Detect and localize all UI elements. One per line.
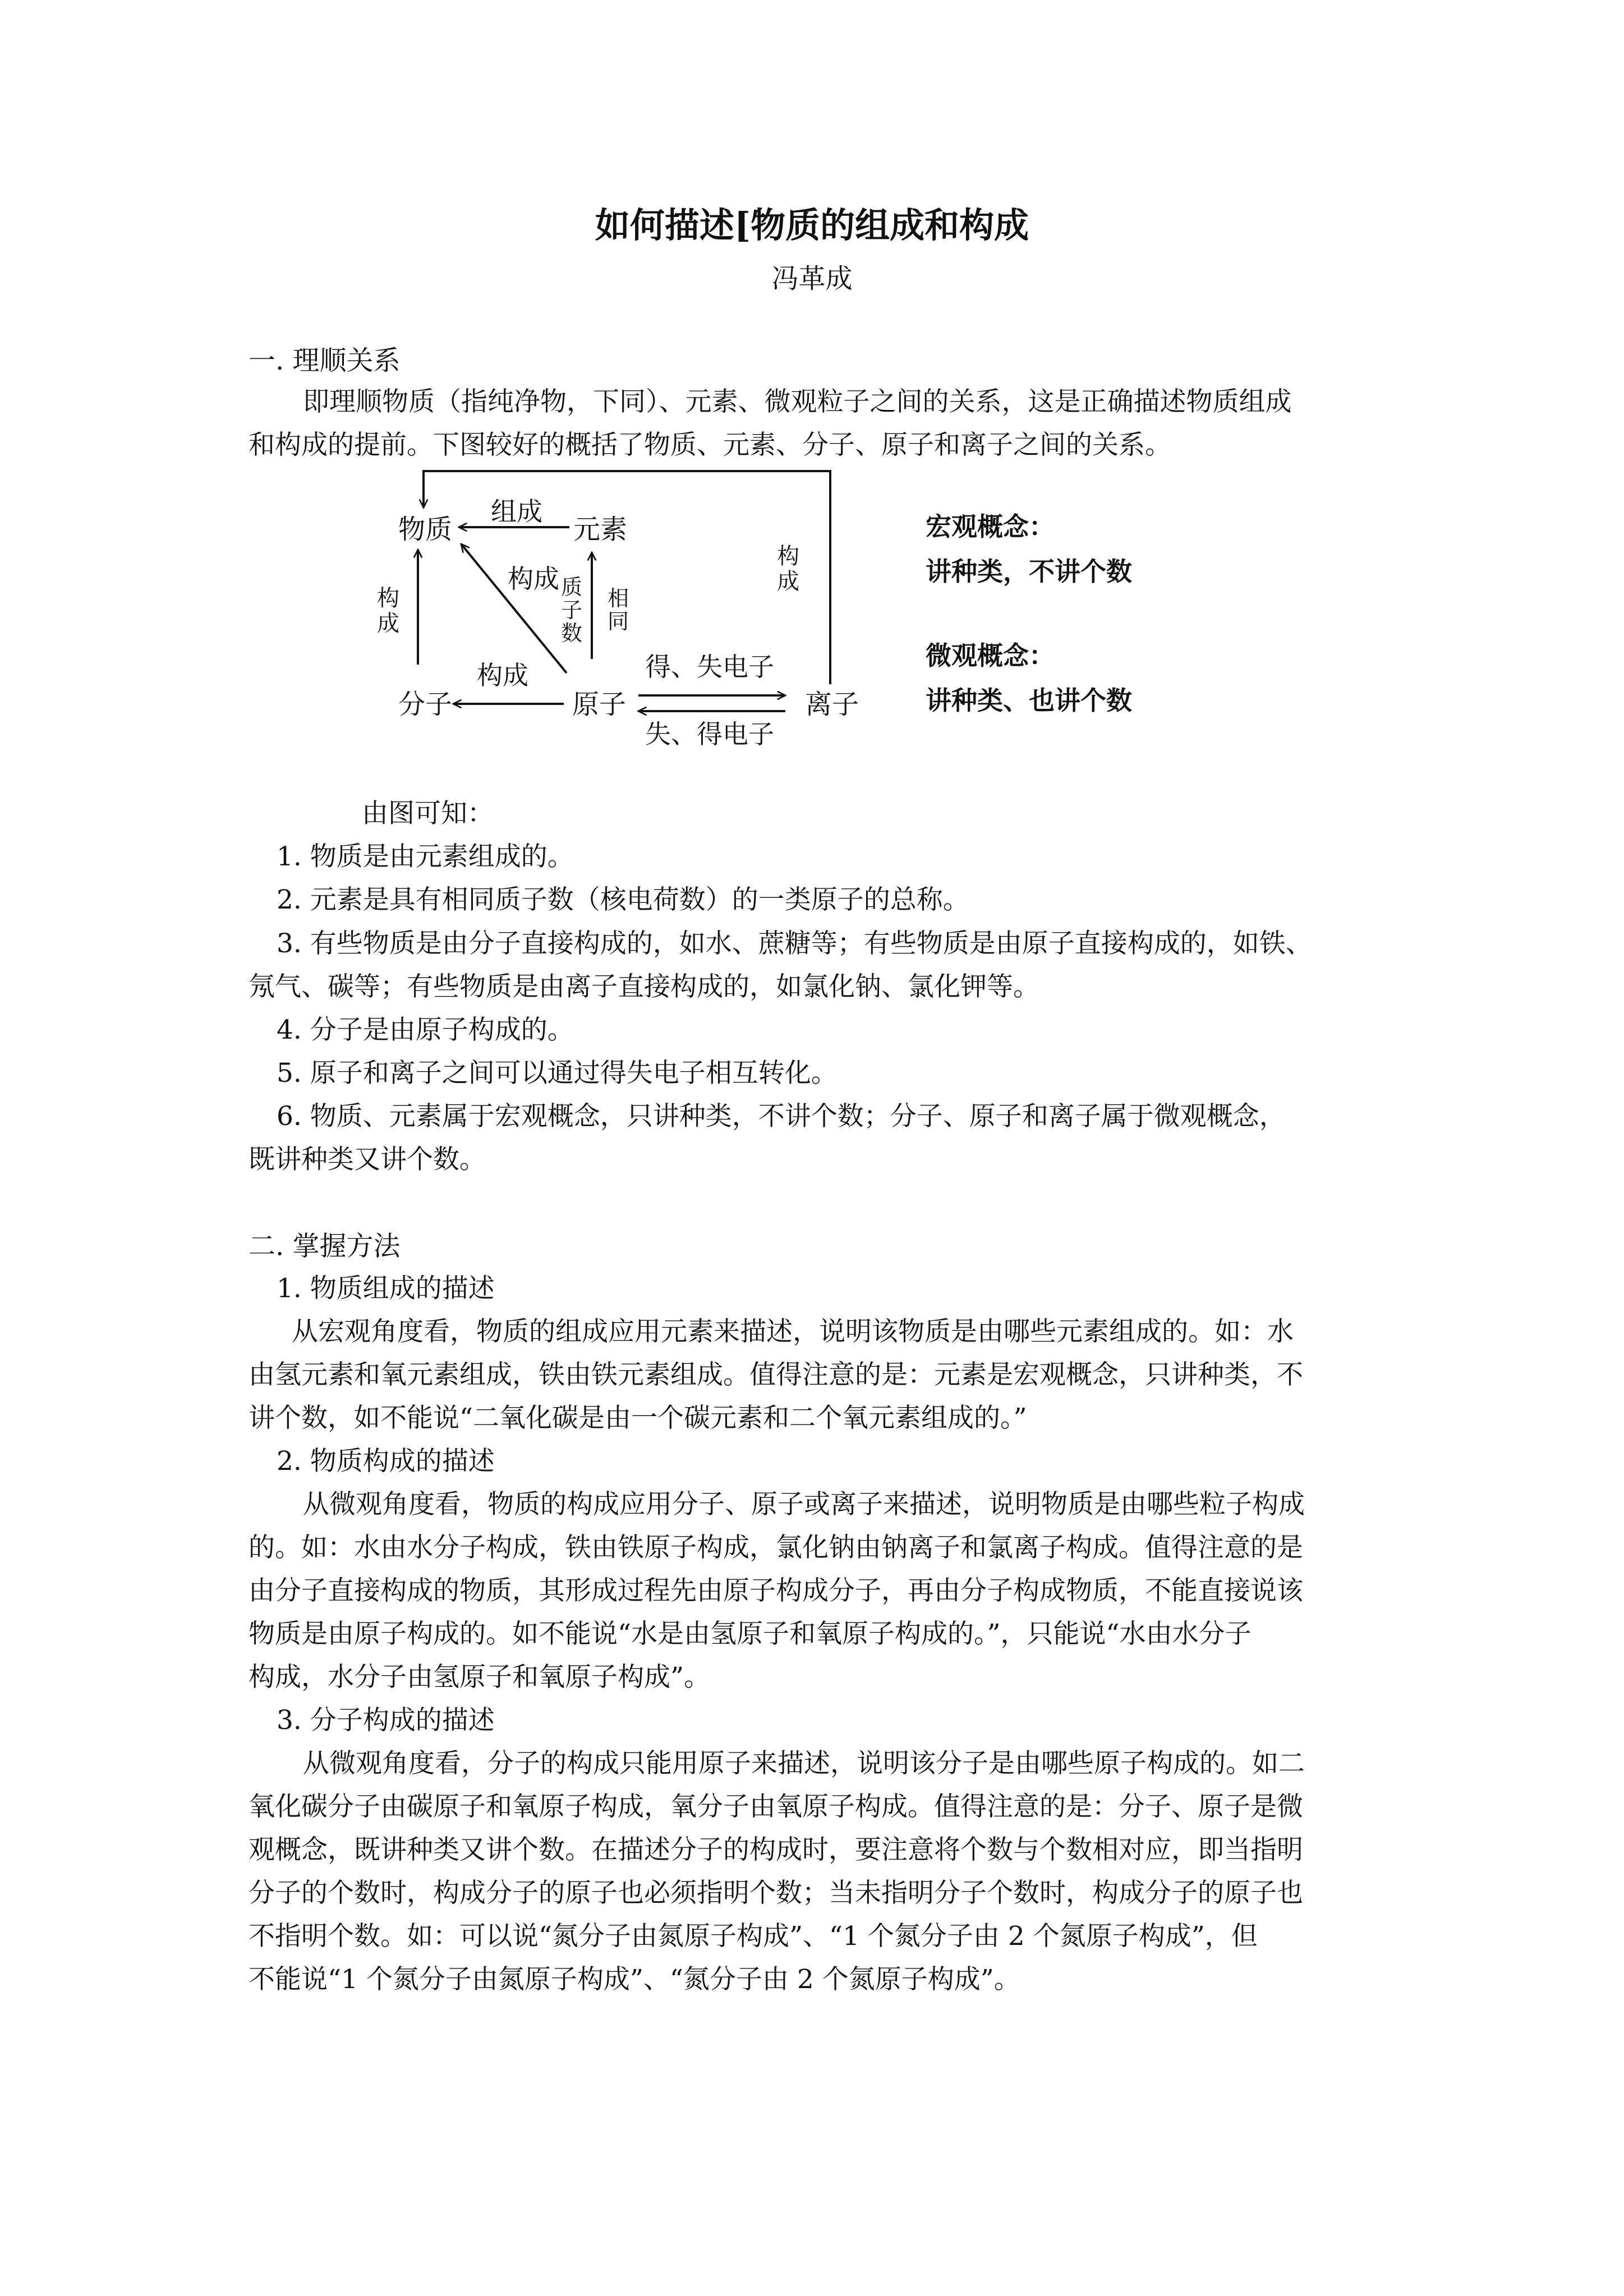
conclusion-5: 5. 原子和离子之间可以通过得失电子相互转化。 (277, 1058, 838, 1089)
conclusions-lead: 由图可知： (362, 798, 494, 829)
legend-micro-title: 微观概念： (926, 640, 1055, 671)
sub3-line-4: 分子的个数时，构成分子的原子也必须指明个数；当未指明分子个数时，构成分子的原子也 (249, 1878, 1303, 1908)
sub3-line-6: 不能说“1 个氮分子由氮原子构成”、“氮分子由 2 个氮原子构成”。 (249, 1964, 1020, 1995)
conclusion-1: 1. 物质是由元素组成的。 (277, 841, 574, 872)
sub2-line-5: 构成，水分子由氢原子和氧原子构成”。 (249, 1662, 711, 1693)
conclusion-6b: 既讲种类又讲个数。 (249, 1144, 486, 1175)
sub3-line-1: 从微观角度看，分子的构成只能用原子来描述，说明该分子是由哪些原子构成的。如二 (303, 1748, 1305, 1779)
subsection-3-heading: 3. 分子构成的描述 (277, 1705, 495, 1736)
sub1-line-3: 讲个数，如不能说“二氧化碳是由一个碳元素和二个氧元素组成的。” (249, 1403, 1027, 1433)
legend-micro-desc: 讲种类、也讲个数 (926, 685, 1132, 716)
edge-label-xiangtong-1: 相 (608, 586, 629, 611)
intro-line-1: 即理顺物质（指纯净物，下同）、元素、微观粒子之间的关系，这是正确描述物质组成 (303, 386, 1292, 417)
edge-label-zhizishu-2: 子 (561, 598, 583, 623)
subsection-1-heading: 1. 物质组成的描述 (277, 1273, 495, 1304)
edge-label-goucheng-left-1: 构 (377, 585, 399, 611)
edge-label-goucheng-left-2: 成 (377, 611, 399, 637)
document-title: 如何描述[物质的组成和构成 (595, 205, 1029, 246)
conclusion-4: 4. 分子是由原子构成的。 (277, 1015, 574, 1045)
edge-label-xiangtong-2: 同 (608, 609, 629, 634)
conclusion-2: 2. 元素是具有相同质子数（核电荷数）的一类原子的总称。 (277, 884, 969, 915)
intro-line-2: 和构成的提前。下图较好的概括了物质、元素、分子、原子和离子之间的关系。 (249, 430, 1171, 460)
sub1-line-1: 从宏观角度看，物质的组成应用元素来描述，说明该物质是由哪些元素组成的。如：水 (292, 1316, 1294, 1347)
edge-label-goucheng-bottom: 构成 (477, 660, 528, 690)
edge-label-goucheng-right-2: 成 (777, 569, 799, 594)
sub2-line-4: 物质是由原子构成的。如不能说“水是由氢原子和氧原子构成的。”，只能说“水由水分子 (249, 1619, 1252, 1649)
section-2-heading: 二. 掌握方法 (249, 1230, 401, 1262)
edge-label-zhizishu-1: 质 (561, 575, 583, 600)
legend-macro-title: 宏观概念： (926, 511, 1055, 542)
conclusion-6a: 6. 物质、元素属于宏观概念，只讲种类，不讲个数；分子、原子和离子属于微观概念， (277, 1101, 1286, 1132)
arrow-lizi-to-wuzhi (424, 471, 830, 684)
node-yuansu: 元素 (573, 514, 628, 545)
conclusion-3a: 3. 有些物质是由分子直接构成的，如水、蔗糖等；有些物质是由原子直接构成的，如铁、 (277, 928, 1312, 959)
sub2-line-3: 由分子直接构成的物质，其形成过程先由原子构成分子，再由分子构成物质，不能直接说该 (249, 1575, 1303, 1606)
edge-label-zucheng: 组成 (491, 496, 542, 527)
edge-label-goucheng-right-1: 构 (777, 543, 799, 569)
sub1-line-2: 由氢元素和氧元素组成，铁由铁元素组成。值得注意的是：元素是宏观概念，只讲种类，不 (249, 1359, 1303, 1390)
edge-label-goucheng-diag: 构成 (508, 564, 559, 594)
sub2-line-1: 从微观角度看，物质的构成应用分子、原子或离子来描述，说明物质是由哪些粒子构成 (303, 1489, 1305, 1520)
sub3-line-5: 不指明个数。如：可以说“氮分子由氮原子构成”、“1 个氮分子由 2 个氮原子构成”，但 (249, 1921, 1258, 1952)
arrow-yuanzi-to-wuzhi (461, 544, 567, 673)
edge-label-zhizishu-3: 数 (561, 621, 583, 646)
document-author: 冯革成 (771, 263, 853, 294)
sub3-line-3: 观概念，既讲种类又讲个数。在描述分子的构成时，要注意将个数与个数相对应，即当指明 (249, 1834, 1303, 1865)
node-fenzi: 分子 (398, 689, 453, 720)
node-wuzhi: 物质 (398, 514, 453, 545)
edge-label-de-shi: 得、失电子 (645, 652, 774, 682)
section-1-heading: 一. 理顺关系 (249, 345, 401, 376)
edge-label-shi-de: 失、得电子 (645, 719, 774, 749)
node-yuanzi: 原子 (572, 689, 627, 720)
node-lizi: 离子 (805, 689, 859, 720)
conclusion-3b: 氖气、碳等；有些物质是由离子直接构成的，如氯化钠、氯化钾等。 (249, 971, 1039, 1002)
sub2-line-2: 的。如：水由水分子构成，铁由铁原子构成，氯化钠由钠离子和氯离子构成。值得注意的是 (249, 1532, 1303, 1563)
subsection-2-heading: 2. 物质构成的描述 (277, 1446, 495, 1477)
legend-macro-desc: 讲种类，不讲个数 (926, 556, 1132, 587)
sub3-line-2: 氧化碳分子由碳原子和氧原子构成，氧分子由氧原子构成。值得注意的是：分子、原子是微 (249, 1791, 1303, 1822)
